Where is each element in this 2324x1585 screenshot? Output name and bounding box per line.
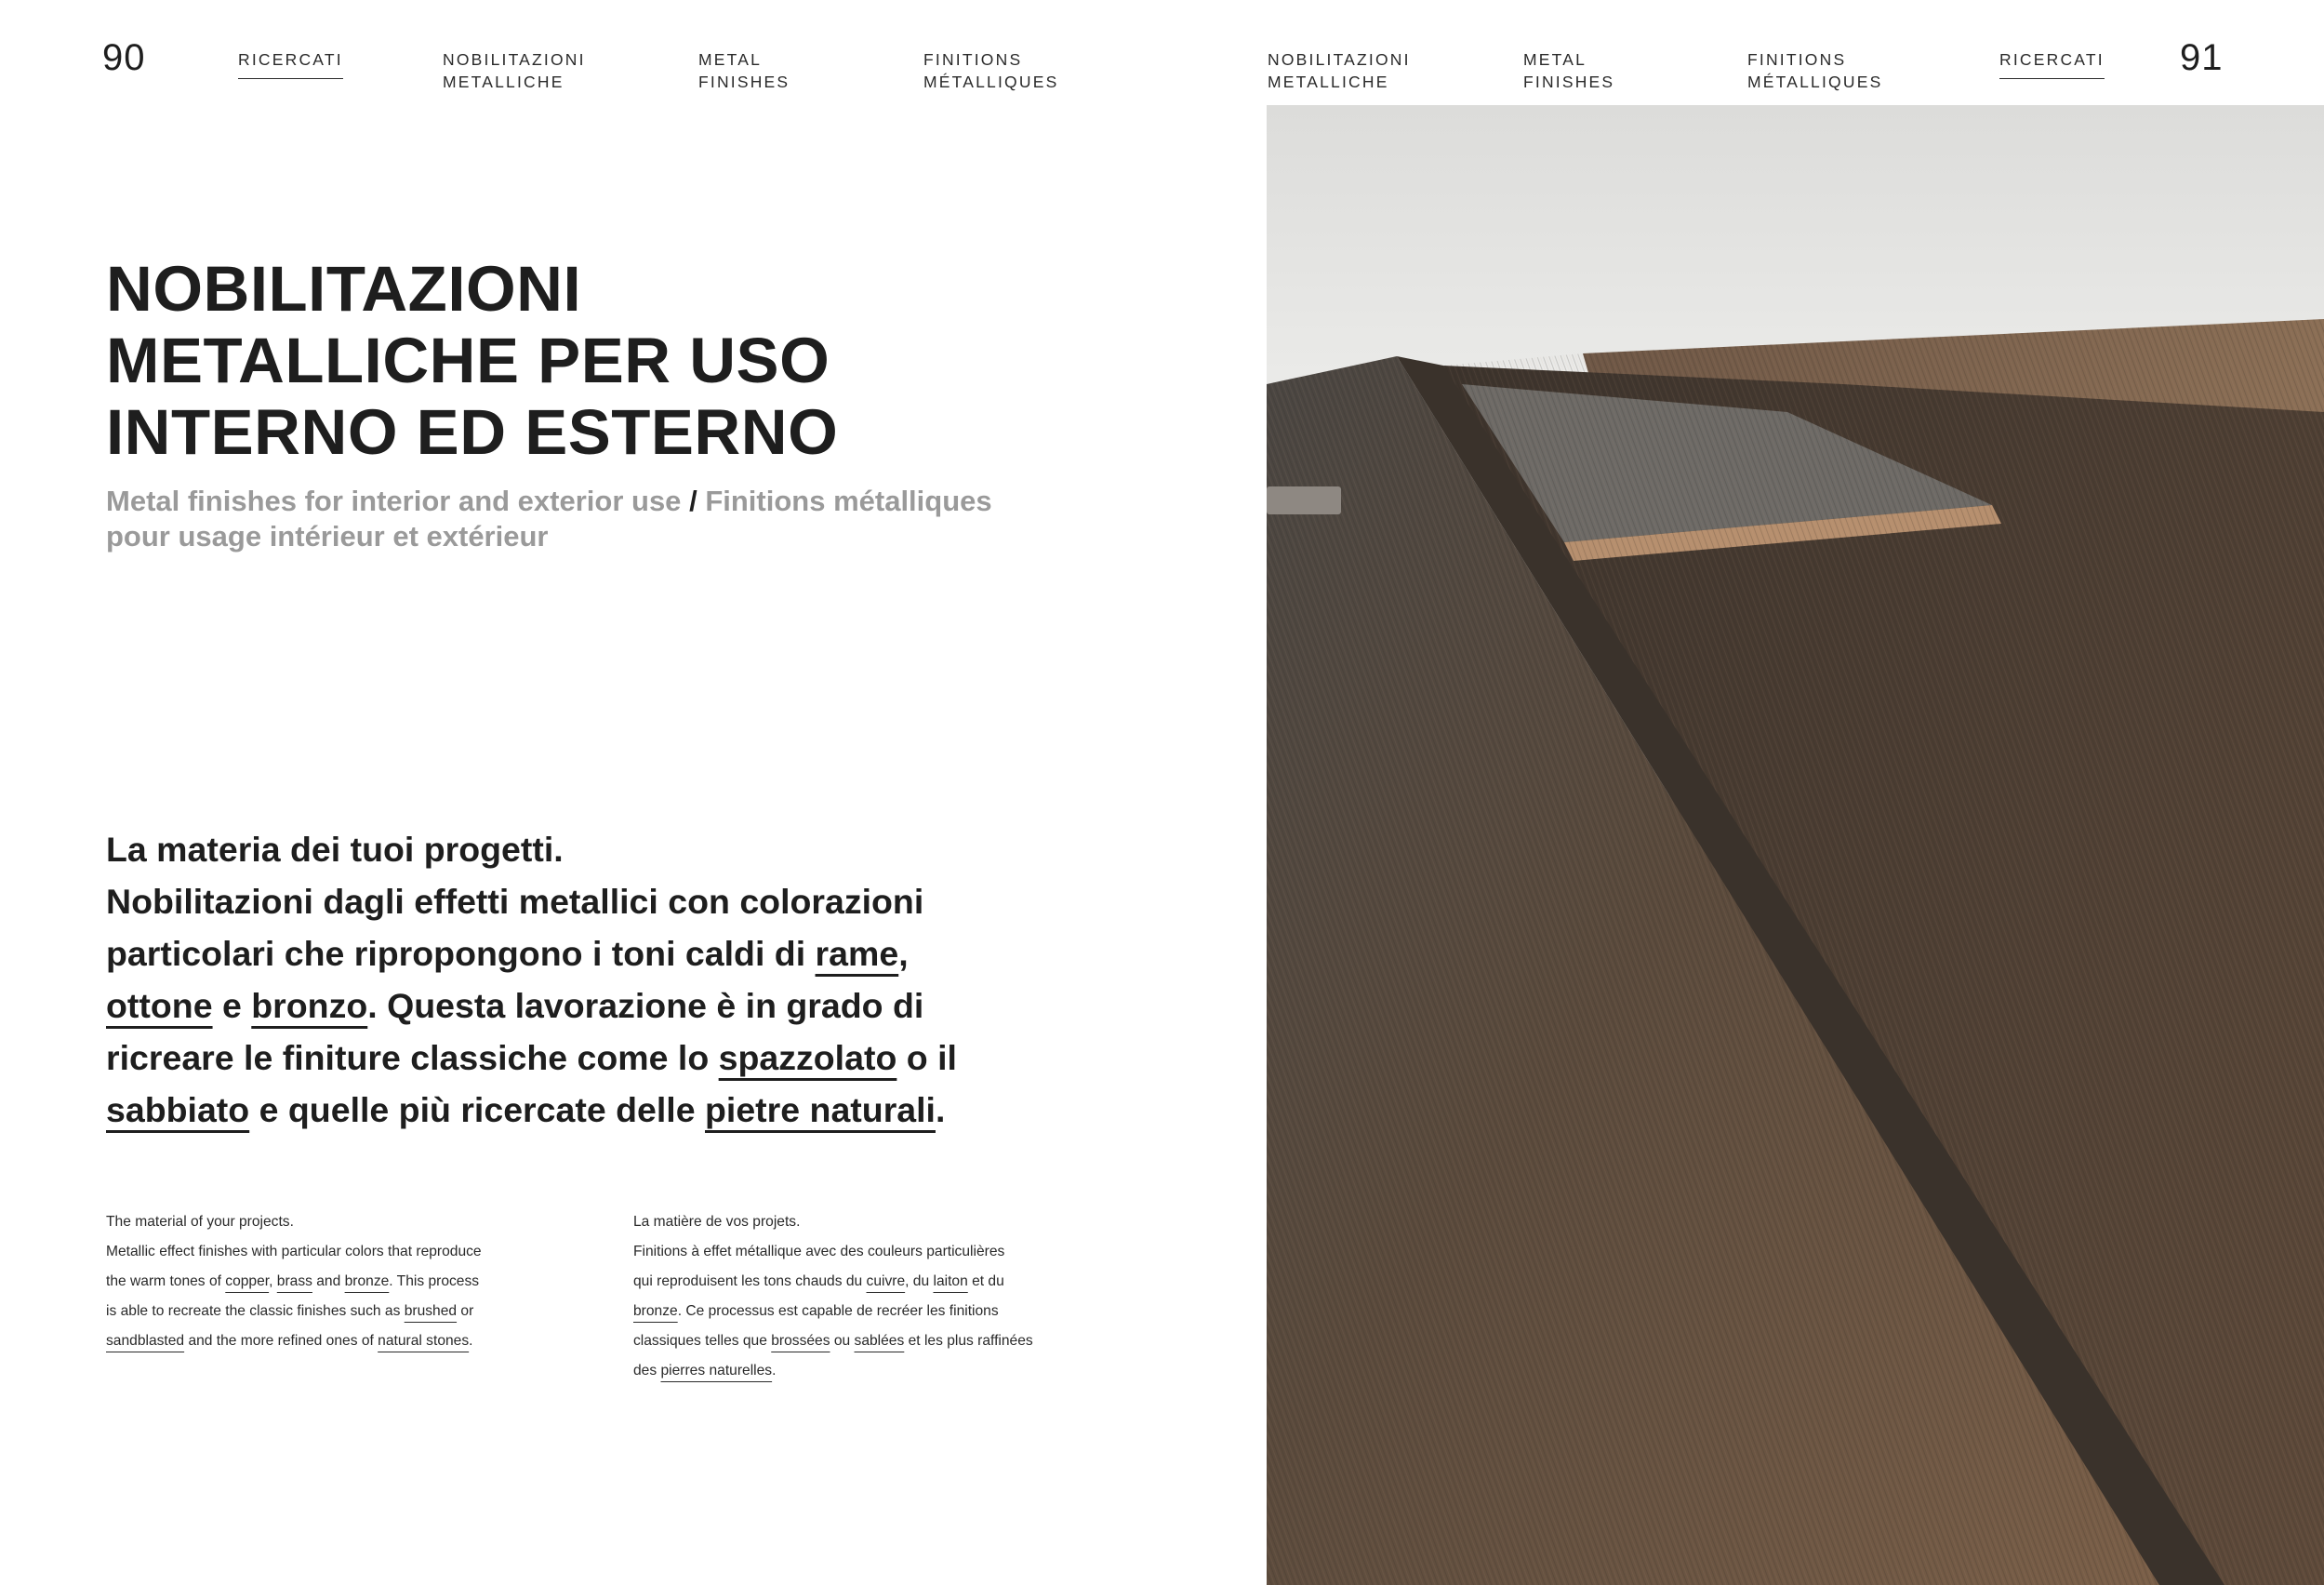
nav-metal-finishes-right[interactable]: METAL FINISHES bbox=[1523, 50, 1615, 91]
term-spazzolato: spazzolato bbox=[718, 1038, 897, 1077]
term-rame: rame bbox=[815, 934, 899, 973]
nav-finitions-metalliques-right[interactable]: FINITIONS MÉTALLIQUES bbox=[1747, 50, 1883, 91]
french-paragraph: La matière de vos projets. Finitions à effet métallique avec des couleurs particulières qui reproduisent les tons chauds du cuivre, du laiton et du bronze. Ce processus est capable de recréer les finitions classiques telles que brossées ou sablées et les plus raffinées des pierres naturelles. bbox=[633, 1214, 1033, 1379]
nav-metal-finishes-left[interactable]: METAL FINISHES bbox=[698, 50, 790, 91]
nav-ricercati-left[interactable]: RICERCATI bbox=[238, 48, 343, 79]
term-ottone: ottone bbox=[106, 986, 213, 1025]
nav-ricercati-right[interactable]: RICERCATI bbox=[1999, 48, 2105, 79]
page-number-left: 90 bbox=[102, 37, 146, 78]
bronze-finish-photo bbox=[1267, 105, 2324, 1585]
page-number-right: 91 bbox=[2180, 37, 2224, 78]
bronze-table-illustration bbox=[1267, 105, 2324, 1585]
term-sabbiato: sabbiato bbox=[106, 1090, 250, 1129]
lead-paragraph: La materia dei tuoi progetti. Nobilitazioni dagli effetti metallici con colorazioni particolari che ripropongono i toni caldi di rame, ottone e bronzo. Questa lavorazione è in grado di ricreare le finiture classiche come lo spazzolato o il sabbiato e quelle più ricercate delle pietre naturali. bbox=[106, 830, 957, 1129]
nav-nobilitazioni-metalliche-left[interactable]: NOBILITAZIONI METALLICHE bbox=[443, 50, 586, 91]
term-bronzo: bronzo bbox=[251, 986, 368, 1025]
page-subtitle: Metal finishes for interior and exterior use / Finitions métalliques pour usage intérieur et extérieur bbox=[106, 485, 992, 553]
nav-nobilitazioni-metalliche-right[interactable]: NOBILITAZIONI METALLICHE bbox=[1268, 50, 1411, 91]
term-pietre-naturali: pietre naturali bbox=[705, 1090, 936, 1129]
nav-finitions-metalliques-left[interactable]: FINITIONS MÉTALLIQUES bbox=[923, 50, 1059, 91]
english-paragraph: The material of your projects. Metallic effect finishes with particular colors that reproduce the warm tones of copper, brass and bronze. This process is able to recreate the classic finishes such as brushed or sandblasted and the more refined ones of natural stones. bbox=[106, 1214, 482, 1349]
page-title: NOBILITAZIONI METALLICHE PER USO INTERNO ED ESTERNO bbox=[106, 253, 839, 468]
